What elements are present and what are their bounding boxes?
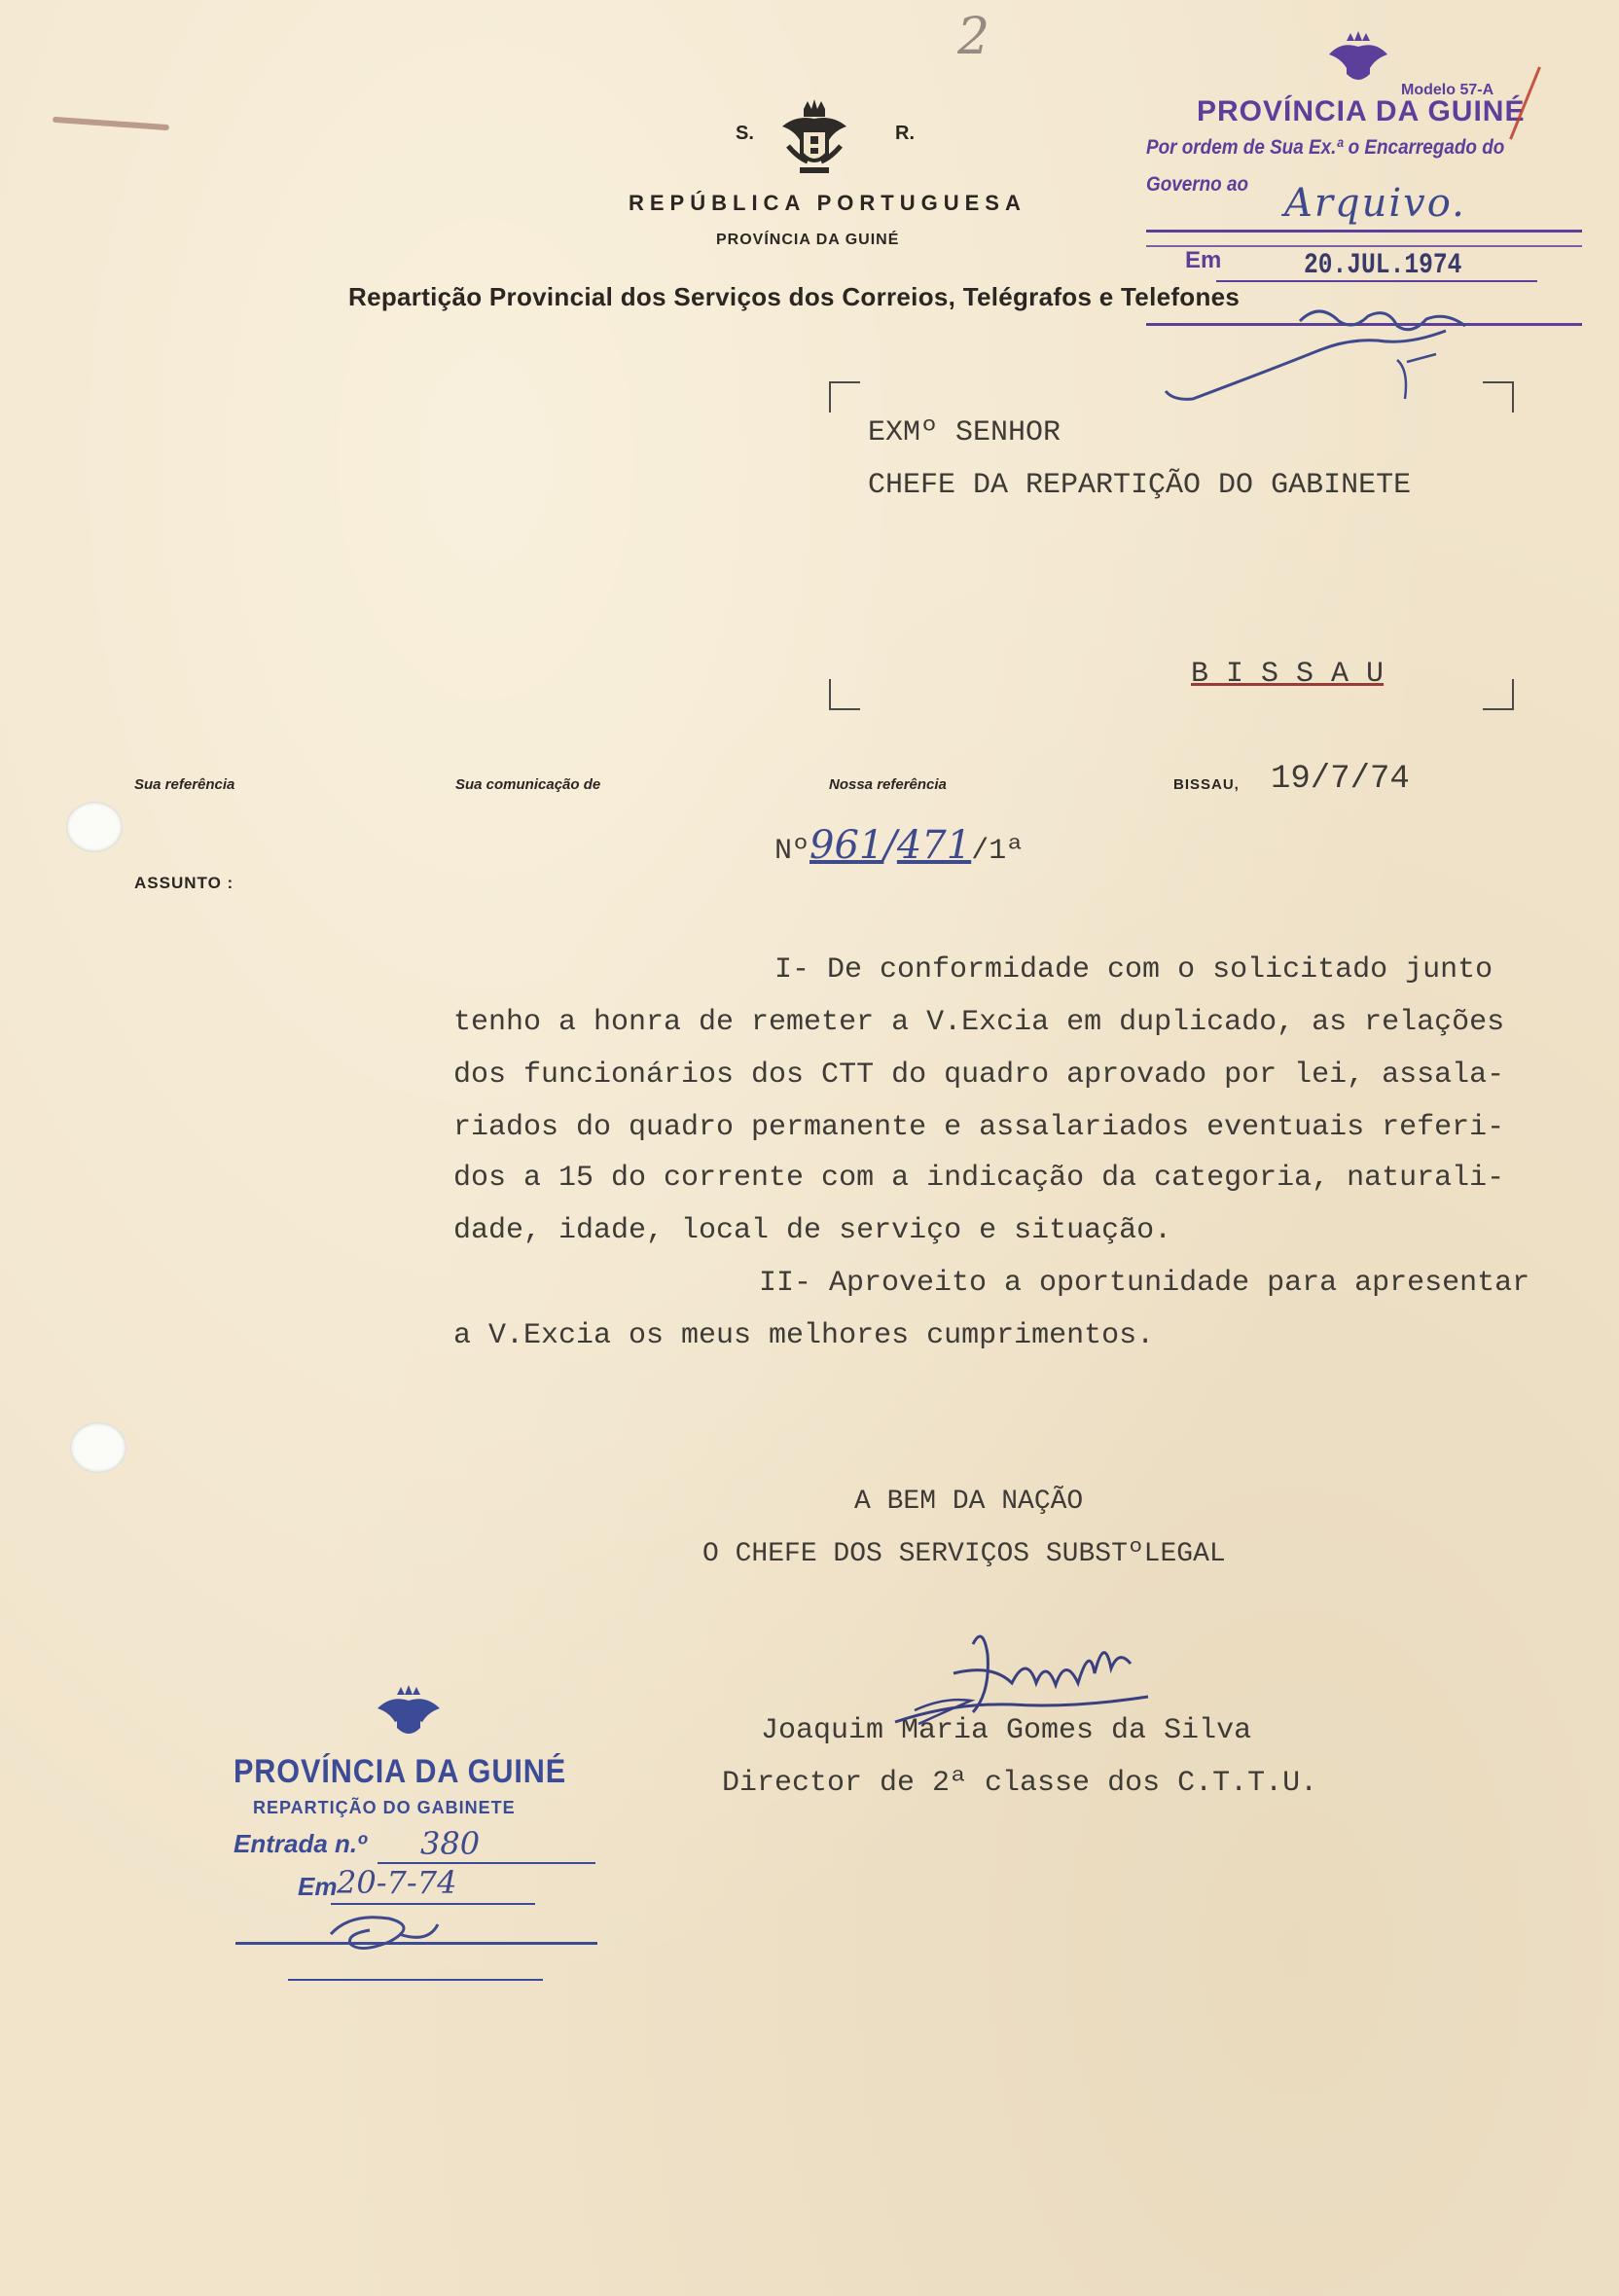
- stamp-signature: [1154, 292, 1504, 409]
- department-title: Repartição Provincial dos Serviços dos Correios, Telégrafos e Telefones: [348, 282, 1241, 311]
- closing-line1: A BEM DA NAÇÃO: [854, 1487, 1084, 1517]
- addr-corner-tl: [829, 381, 860, 413]
- entry-stamp-rule-2: [288, 1979, 543, 1981]
- province-title: PROVÍNCIA DA GUINÉ: [716, 232, 900, 248]
- stamp-emblem-icon: [1325, 31, 1391, 86]
- entry-stamp-date: 20-7-74: [337, 1864, 457, 1901]
- entry-stamp-number: 380: [420, 1825, 481, 1862]
- stamp-handwritten-destination: Arquivo.: [1284, 181, 1466, 226]
- closing-line2: O CHEFE DOS SERVIÇOS SUBSTºLEGAL: [702, 1539, 1226, 1569]
- entry-stamp-initials: [311, 1905, 467, 1963]
- signatory-name: Joaquim Maria Gomes da Silva: [761, 1714, 1252, 1747]
- body-line-2: tenho a honra de remeter a V.Excia em duplicado, as relações: [453, 1006, 1505, 1039]
- reference-number-prefix: Nº: [774, 835, 810, 868]
- punch-hole-lower: [70, 1422, 126, 1473]
- entry-stamp-entry-label: Entrada n.º: [234, 1829, 367, 1858]
- body-line-3: dos funcionários dos CTT do quadro aprovado por lei, assala-: [453, 1058, 1505, 1092]
- entry-stamp-department: REPARTIÇÃO DO GABINETE: [253, 1798, 516, 1817]
- reference-number-part1: 961: [810, 823, 884, 868]
- republic-title: REPÚBLICA PORTUGUESA: [629, 191, 1026, 215]
- body-line-7: II- Aproveito a oportunidade para apresentar: [759, 1267, 1530, 1300]
- entry-stamp-emblem-icon: [374, 1683, 444, 1741]
- stamp-date-label: Em: [1185, 247, 1222, 273]
- stamp-order-line1: Por ordem de Sua Ex.ª o Encarregado do: [1146, 136, 1505, 159]
- addressee-city: B I S S A U: [1191, 658, 1385, 691]
- sua-comunicacao-label: Sua comunicação de: [455, 776, 601, 793]
- entry-stamp-date-label: Em: [298, 1872, 338, 1901]
- addressee-line1: EXMº SENHOR: [868, 416, 1061, 449]
- assunto-label: ASSUNTO :: [134, 874, 234, 892]
- ink-smudge: [53, 117, 169, 130]
- place-label: BISSAU,: [1173, 776, 1240, 793]
- body-line-5: dos a 15 do corrente com a indicação da categoria, naturali-: [453, 1162, 1505, 1195]
- stamp-rule-1: [1146, 230, 1582, 233]
- signatory-title: Director de 2ª classe dos C.T.T.U.: [722, 1767, 1318, 1800]
- reference-number-suffix: /1ª: [971, 835, 1025, 868]
- header-r-label: R.: [895, 123, 915, 144]
- body-line-8: a V.Excia os meus melhores cumprimentos.: [453, 1319, 1155, 1352]
- punch-hole-upper: [66, 802, 123, 852]
- addr-corner-tr: [1483, 381, 1514, 413]
- stamp-province: PROVÍNCIA DA GUINÉ: [1197, 95, 1526, 127]
- body-line-4: riados do quadro permanente e assalariados eventuais referi-: [453, 1111, 1505, 1144]
- reference-number-part2: 471: [896, 823, 972, 868]
- director-signature: [856, 1615, 1206, 1751]
- page-mark: 2: [957, 8, 990, 66]
- addr-corner-br: [1483, 679, 1514, 710]
- coat-of-arms-icon: [778, 97, 850, 175]
- sua-referencia-label: Sua referência: [134, 776, 235, 793]
- addr-corner-bl: [829, 679, 860, 710]
- addressee-line2: CHEFE DA REPARTIÇÃO DO GABINETE: [868, 469, 1412, 502]
- stamp-model: Modelo 57-A: [1401, 82, 1494, 98]
- reference-number-sep: /: [883, 823, 897, 868]
- letter-date: 19/7/74: [1271, 761, 1410, 798]
- header-s-label: S.: [736, 123, 754, 144]
- stamp-date-value: 20.JUL.1974: [1304, 249, 1462, 282]
- body-line-6: dade, idade, local de serviço e situação.: [453, 1214, 1172, 1247]
- stamp-order-line2: Governo ao: [1146, 173, 1249, 196]
- nossa-referencia-label: Nossa referência: [829, 776, 947, 793]
- entry-stamp-province: PROVÍNCIA DA GUINÉ: [234, 1753, 567, 1790]
- body-line-1: I- De conformidade com o solicitado junto: [774, 953, 1493, 987]
- reference-number: [774, 823, 1024, 868]
